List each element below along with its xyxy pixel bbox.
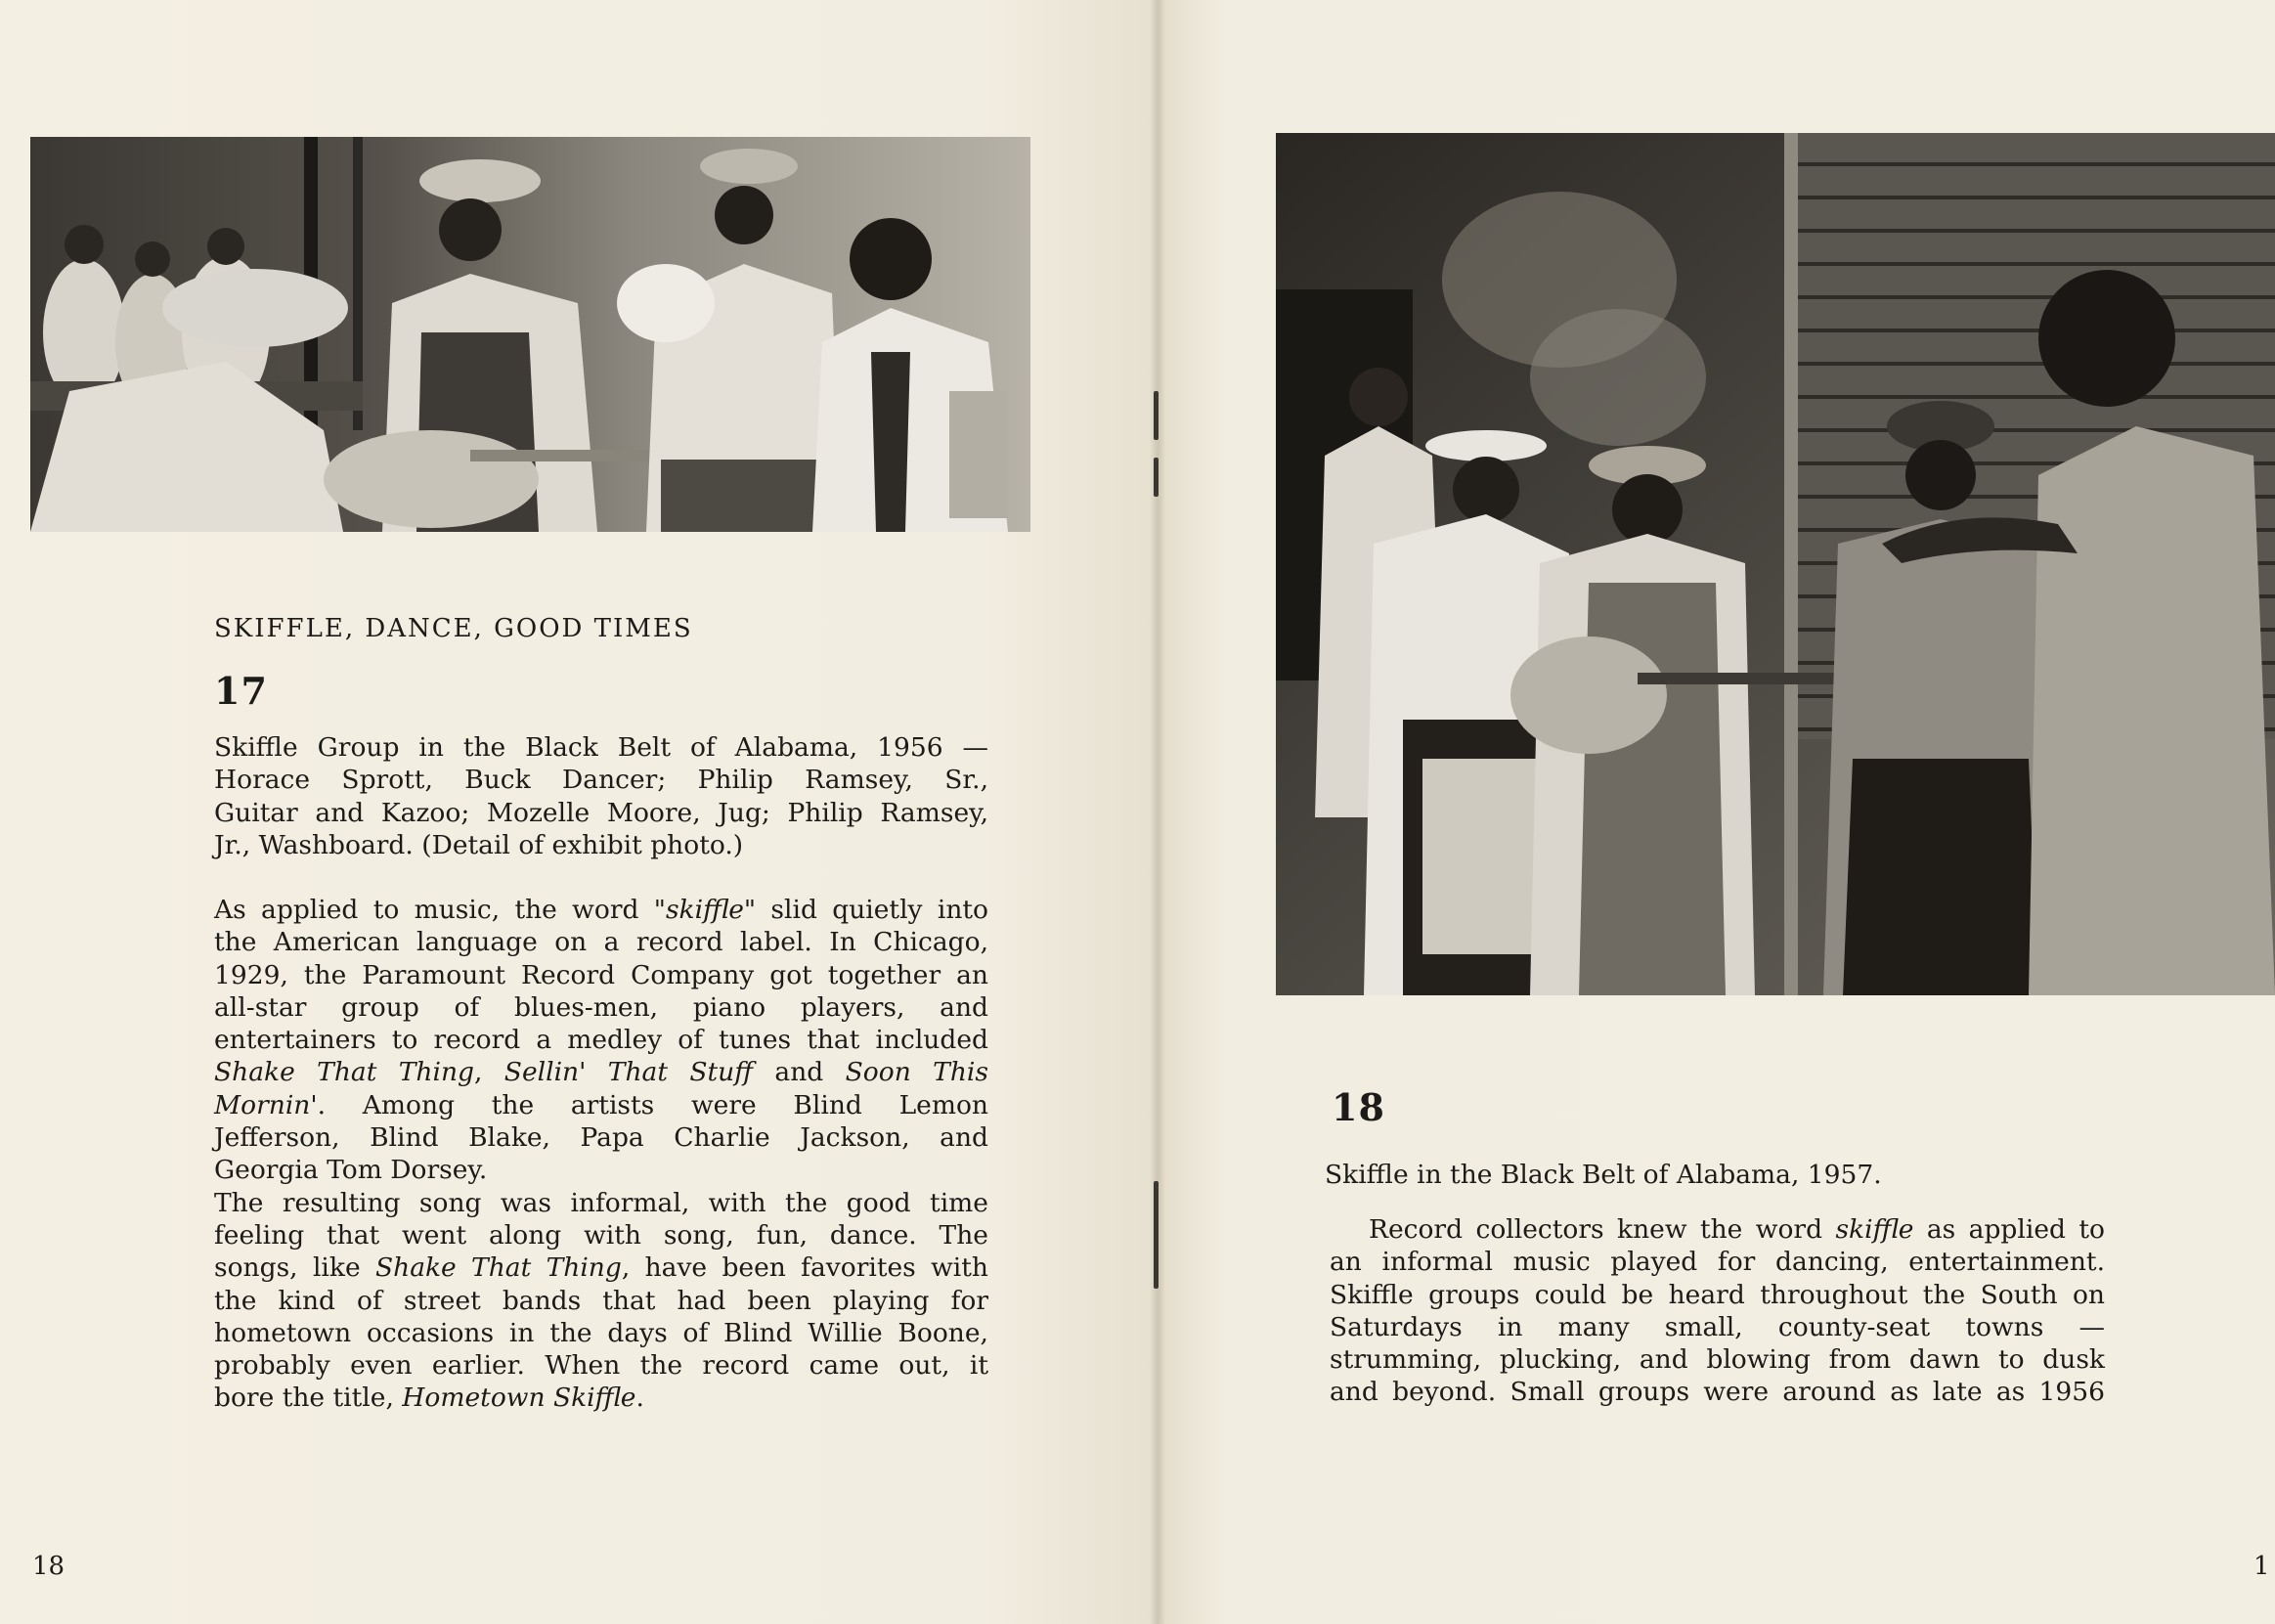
body-line: all-star group of blues-men, piano players, and: [214, 991, 988, 1023]
song-title: Shake That Thing: [214, 1057, 474, 1088]
caption-line: Horace Sprott, Buck Dancer; Philip Ramsey, Sr.,: [214, 765, 988, 796]
text-run: Record collectors knew the word: [1369, 1214, 1836, 1245]
body-line: [214, 1089, 988, 1121]
body-line: 1929, the Paramount Record Company got together an: [214, 959, 988, 990]
song-title: Soon This: [845, 1057, 988, 1088]
body-line: Skiffle groups could be heard throughout the South on: [1330, 1279, 2105, 1310]
photo-18-caption: Skiffle in the Black Belt of Alabama, 1957.: [1325, 1160, 1882, 1190]
skiffle-porch-photo: [1276, 133, 2275, 995]
binding-staple: [1154, 1181, 1159, 1289]
binding-staple: [1154, 458, 1159, 497]
text-run: ,: [473, 1057, 504, 1088]
body-line: Jefferson, Blind Blake, Papa Charlie Jackson, and: [214, 1122, 988, 1154]
body-line: feeling that went along with song, fun, dance. The: [214, 1219, 988, 1251]
song-title: Sellin' That Stuff: [503, 1057, 754, 1088]
text-run: as applied to: [1913, 1214, 2105, 1245]
item-number-17: 17: [214, 669, 268, 713]
skiffle-group-photo-image: [30, 137, 1030, 532]
song-title: Hometown Skiffle: [402, 1383, 636, 1414]
item-number-18: 18: [1332, 1085, 1385, 1129]
body-line: strumming, plucking, and blowing from dawn to dusk: [1330, 1344, 2105, 1376]
text-run: songs, like: [214, 1252, 375, 1284]
body-line: an informal music played for dancing, entertainment.: [1330, 1247, 2105, 1278]
song-title: Mornin': [214, 1089, 318, 1120]
body-line: probably even earlier. When the record came out, it: [214, 1350, 988, 1382]
song-title: Shake That Thing: [374, 1252, 622, 1284]
binding-staple: [1154, 391, 1159, 440]
text-run: As applied to music, the word ": [214, 895, 666, 925]
body-line: and beyond. Small groups were around as late as 1956: [1330, 1377, 2105, 1408]
record-collectors-text: [1330, 1213, 2105, 1409]
italic-term: skiffle: [1835, 1214, 1914, 1245]
book-gutter: [1150, 0, 1165, 1624]
body-line: [214, 1251, 988, 1284]
skiffle-porch-photo-image: [1276, 133, 2275, 995]
text-run: and: [753, 1057, 846, 1088]
caption-line: Jr., Washboard. (Detail of exhibit photo.): [214, 829, 744, 860]
skiffle-group-photo: [30, 137, 1030, 532]
body-line: Georgia Tom Dorsey.: [214, 1155, 488, 1186]
body-line: [214, 1056, 988, 1088]
body-line: entertainers to record a medley of tunes that included: [214, 1025, 988, 1056]
caption-line: Skiffle Group in the Black Belt of Alabama, 1956 —: [214, 732, 988, 763]
section-title: SKIFFLE, DANCE, GOOD TIMES: [214, 614, 693, 643]
text-run: . Among the artists were Blind Lemon: [317, 1089, 988, 1120]
text-run: " slid quietly into: [743, 895, 988, 925]
italic-term: skiffle: [665, 895, 744, 925]
body-line: [1330, 1213, 2105, 1246]
body-line: Saturdays in many small, county-seat towns —: [1330, 1311, 2105, 1342]
body-line: the American language on a record label. In Chicago,: [214, 927, 988, 958]
body-line: [214, 1382, 988, 1414]
text-run: .: [635, 1383, 644, 1414]
body-line: [214, 894, 988, 926]
body-line: the kind of street bands that had been playing for: [214, 1285, 988, 1316]
text-run: , have been favorites with: [621, 1252, 988, 1284]
text-run: bore the title,: [214, 1383, 403, 1414]
photo-17-caption: [214, 731, 988, 861]
body-line: hometown occasions in the days of Blind Willie Boone,: [214, 1317, 988, 1348]
page-number-right: 1: [2253, 1552, 2270, 1581]
page-number-left: 18: [32, 1552, 66, 1581]
caption-line: Guitar and Kazoo; Mozelle Moore, Jug; Philip Ramsey,: [214, 797, 988, 828]
skiffle-history-text: [214, 894, 988, 1415]
body-line: The resulting song was informal, with the good time: [214, 1187, 988, 1218]
